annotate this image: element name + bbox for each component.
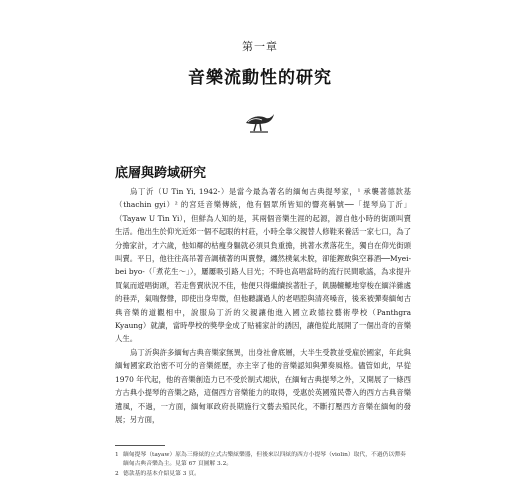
bird-ornament-icon	[242, 109, 276, 135]
chapter-title: 音樂流動性的研究	[188, 68, 332, 88]
body-text	[115, 185, 411, 426]
chapter-label: 第一章	[242, 40, 278, 53]
paragraph: 烏丁沂（U Tin Yi, 1942-）是當今最為著名的緬甸古典提琴家，¹ 承襲著德款基（thachin gyi）² 的宮廷音樂傳統，他有個眾所皆知的響亮稱號──「提琴烏丁沂」（Tayaw U Tin Yi），但鮮為人知的是，其兩個音樂生涯的起源，源自他小時的街頭叫賣生活。他出生於仰光近郊一個不起眼的村莊，小時全靠父親替人修鞋來養活一家七口，為了分擔家計，才六歲，他如鄰的枯瘦身軀就必須貝負重擔，挑著水煮落花生，獨自在仰光街頭叫賣。平日，他往往高吊著音調積著的叫賣聲，纏然樸氣未脫，卻能鏗敢與空暮酒──Myei-bei byo-（「煮花生～」），屢屢吸引路人目光；不時也高唱當時的流行民間歌謠，為求提升買氣而遊唱街頭，若走售賣狀況不佳，他便只得繼續挨著肚子，飢腸轆轆地穿梭在緬洋雜處的巷弄，氣喘聲聲，即使出身卑微，但他聽講過人的老唱腔與清亮嗓音，後來被彈奏緬甸古典音樂的道觀相中，說服烏丁沂的父親讓他進入國立政德拉藝術學校（Panthgra Kyaung）就讀，當時學校的獎學金成了贴補家計的誘因，讓他從此展開了一個出奇的音樂人生。	[115, 187, 411, 344]
footnote-divider	[115, 445, 165, 446]
footnote-text: 德款基的基本介紹見第 3 頁。	[123, 471, 200, 477]
footnote-number: 2	[115, 471, 119, 477]
footnote-number: 1	[115, 452, 119, 458]
paragraph: 烏丁沂與許多緬甸古典音樂家無異，出身社會底層，大半生受教並受雇於國家，年此與緬甸國家政治密不可分的音樂經歷，亦主宰了他的音樂認知與彈奏風格。儘管如此，早從 1970 年代起，他的音樂創造力已不受於制式規狀，在緬甸古典提琴之外，又開展了一條西方古典小提琴的音樂之路，這個西方音樂能力的取得，受惠於英國殖民帶入的西方古典音樂遺風，不過，一方面，緬甸軍政府長期施行文藝去殖民化，不斷打壓西方音樂在緬甸的發展；另方面，	[115, 347, 411, 424]
footnotes	[115, 451, 411, 480]
footnote-text: 緬甸提琴（tayaw）原為三條絃的立式古樂絃樂器，但後來以四絃的西方小提琴（violin）取代，不過仍以彈奏緬甸古典音樂為主。見第 67 頁圖解 3.2。	[123, 452, 406, 467]
footnote	[115, 470, 411, 479]
section-title: 底層與跨域研究	[115, 166, 207, 181]
footnote	[115, 451, 411, 469]
